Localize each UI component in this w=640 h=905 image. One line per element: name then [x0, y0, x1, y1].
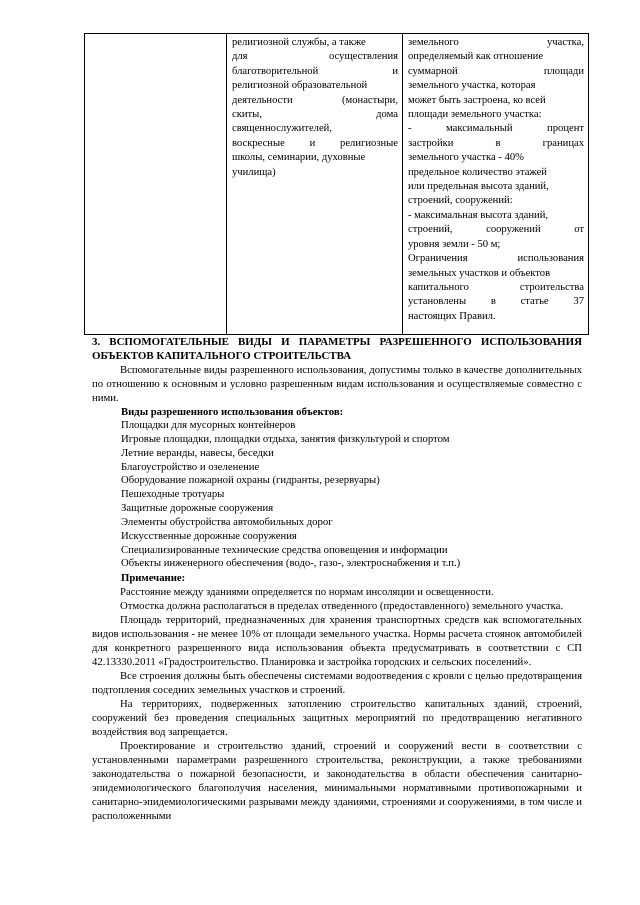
table-cell-empty [85, 34, 227, 335]
section-intro: Вспомогательные виды разрешенного использования, допустимы только в качестве дополнительных по отношению к основным и условно разрешенным видам использования и осуществляемые совместно с ними. [92, 364, 582, 404]
paragraph: На территориях, подверженных затоплению строительство капитальных зданий, строений, сооружений без проведения специальных защитных мероприятий по предотвращению негативного воздействия вод запрещается. [92, 698, 582, 739]
cell-line: благотворительной и [232, 65, 398, 77]
cell-line: строений, сооружений от [408, 224, 584, 236]
cell-line: - максимальная высота зданий, [408, 209, 549, 221]
table-cell-parameters [403, 34, 589, 335]
table-cell-use-description [227, 34, 403, 335]
cell-line: определяемый как отношение [408, 51, 544, 63]
table-row [85, 34, 589, 335]
cell-line: или предельная высота зданий, [408, 181, 549, 193]
cell-line: земельных участков и объектов [408, 267, 551, 279]
cell-line: Ограничения использования [408, 253, 584, 265]
cell-line: капитального строительства [408, 281, 584, 293]
cell-line: строений, сооружений: [408, 195, 513, 207]
list-item: Пешеходные тротуары [121, 488, 225, 501]
cell-line: застройки в границах [408, 137, 584, 149]
paragraph: Расстояние между зданиями определяется по нормам инсоляции и освещенности. [120, 586, 494, 599]
list-item: Объекты инженерного обеспечения (водо-, газо-, электроснабжения и т.п.) [121, 557, 461, 570]
cell-line: деятельности (монастыри, [232, 94, 398, 106]
list-item: Благоустройство и озеленение [121, 460, 260, 473]
paragraph: Отмостка должна располагаться в пределах отведенного (предоставленного) земельного участка. [120, 600, 564, 613]
list-item: Игровые площадки, площадки отдыха, занятия физкультурой и спортом [121, 432, 450, 445]
list-item: Элементы обустройства автомобильных дорог [121, 515, 333, 528]
list-item: Защитные дорожные сооружения [121, 502, 274, 515]
cell-line: площади земельного участка: [408, 109, 542, 121]
paragraph: Все строения должны быть обеспечены системами водоотведения с кровли с целью предотвращения подтопления соседних земельных участков и строений. [92, 670, 582, 697]
list-item: Площадки для мусорных контейнеров [121, 419, 296, 431]
cell-line: земельного участка, [408, 37, 584, 48]
cell-line: установлены в статье 37 [408, 296, 584, 308]
uses-list [92, 419, 582, 571]
cell-line: предельное количество этажей [408, 166, 547, 178]
list-item: Специализированные технические средства оповещения и информации [121, 543, 448, 556]
list-item: Искусственные дорожные сооружения [121, 529, 297, 542]
list-item: Оборудование пожарной охраны (гидранты, резервуары) [121, 474, 380, 487]
list-item: Летние веранды, навесы, беседки [121, 446, 274, 459]
cell-line: уровня земли - 50 м; [408, 238, 501, 250]
paragraph: Проектирование и строительство зданий, строений и сооружений вести в соответствии с установленными параметрами разрешенного строительства, реконструкции, а также требованиями законодательства о пожарной безопасности, и законодательства в области обеспечения санитарно-эпидемиологического благополучия населения, минимальными нормативными противопожарными и санитарно-эпидемиологическими разрывами между зданиями, строениями и сооружениями, в том числе и расположенными [92, 740, 582, 823]
cell-line: воскресные и религиозные [232, 137, 398, 149]
cell-line: училища) [232, 166, 276, 178]
note-title: Примечание: [121, 572, 186, 585]
paragraph: Площадь территорий, предназначенных для хранения транспортных средств как вспомогательных видов использования - не менее 10% от площади земельного участка. Нормы расчета стоянок автомобилей для конкретного разрешенного вида использования объекта предусматривать в соответствии с СП 42.13330.2011 «Градостроительство. Планировка и застройка городских и сельских поселений». [92, 614, 582, 669]
zoning-table-continuation [84, 33, 589, 335]
cell-line: настоящих Правил. [408, 310, 496, 322]
cell-line: священнослужителей, [232, 123, 332, 135]
cell-line: религиозной службы, а также [232, 37, 366, 48]
section-heading: 3. ВСПОМОГАТЕЛЬНЫЕ ВИДЫ И ПАРАМЕТРЫ РАЗРЕШЕННОГО ИСПОЛЬЗОВАНИЯ ОБЪЕКТОВ КАПИТАЛЬНОГО СТРОИТЕЛЬСТВА [92, 336, 582, 362]
cell-line: школы, семинарии, духовные [232, 152, 366, 164]
section-content [92, 335, 582, 823]
cell-line: для осуществления [232, 51, 398, 63]
cell-line: религиозной образовательной [232, 80, 368, 92]
cell-line: земельного участка, которая [408, 80, 536, 92]
cell-line: суммарной площади [408, 65, 584, 77]
cell-line: скиты, дома [232, 109, 398, 121]
cell-line: может быть застроена, ко всей [408, 94, 546, 106]
cell-line: земельного участка - 40% [408, 152, 524, 164]
cell-line: - максимальный процент [408, 123, 584, 135]
uses-title: Виды разрешенного использования объектов: [121, 406, 344, 418]
